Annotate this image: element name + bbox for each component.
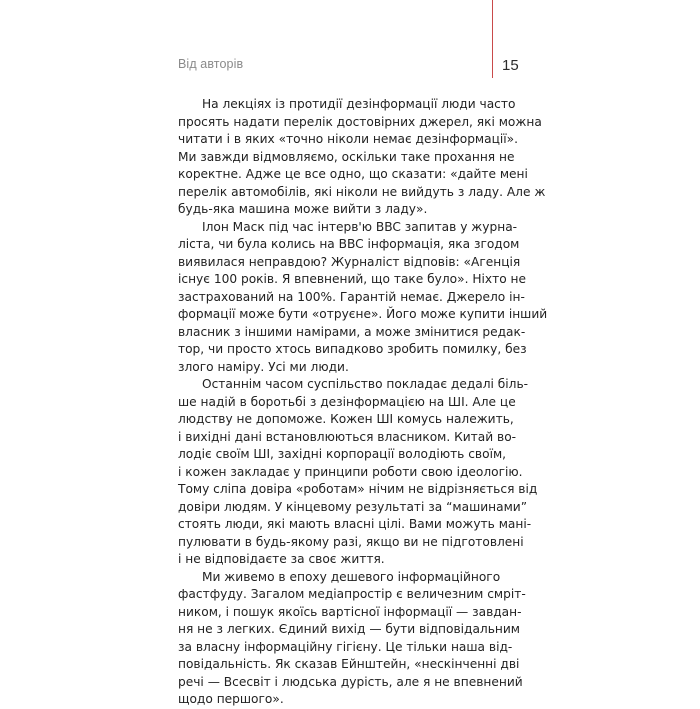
text-line: існує 100 років. Я впевнений, що таке було». Ніхто не	[178, 272, 526, 286]
text-line: щодо першого».	[178, 692, 284, 706]
text-line: будь-яка машина може вийти з ладу».	[178, 202, 428, 216]
running-head: Від авторів	[178, 57, 244, 71]
paragraph	[178, 96, 546, 219]
page-number: 15	[502, 57, 519, 74]
text-line: Ілон Маск під час інтерв'ю BBC запитав у журна-	[202, 219, 518, 234]
text-line: за власну інформаційну гігієну. Це тільки наша від-	[178, 639, 513, 654]
text-line: застрахований на 100%. Гарантій немає. Джерело ін-	[178, 289, 525, 304]
text-line: речі — Всесвіт і людська дурість, але я не впевнений	[178, 674, 523, 689]
paragraph	[178, 569, 526, 709]
text-line: тор, чи просто хтось випадково зробить помилку, без	[178, 342, 527, 356]
text-line: власник з іншими намірами, а може змінитися редак-	[178, 324, 526, 339]
text-line: формації може бути «отруєне». Його може купити інший	[178, 307, 548, 321]
text-line: пулювати в будь-якому разі, якщо ви не підготовлені	[178, 534, 524, 549]
text-line: Ми живемо в епоху дешевого інформаційного	[202, 569, 501, 584]
text-line: ником, і пошук якоїсь вартісної інформації — завдан-	[178, 604, 522, 619]
text-line: і вихідні дані встановлюються власником. Китай во-	[178, 429, 517, 444]
body-text	[178, 96, 548, 709]
text-line: На лекціях із протидії дезінформації люди часто	[202, 97, 516, 111]
text-line: і кожен закладає у принципи роботи свою ідеологію.	[178, 464, 523, 479]
text-line: перелік автомобілів, які ніколи не вийдуть з ладу. Але ж	[178, 184, 546, 199]
text-line: просять надати перелік достовірних джерел, які можна	[178, 114, 542, 129]
text-line: стоять люди, які мають власні цілі. Вами можуть мані-	[178, 517, 532, 531]
text-line: Тому сліпа довіра «роботам» нічим не відрізняється від	[178, 482, 538, 496]
text-line: Останнім часом суспільство покладає дедалі біль-	[202, 377, 529, 391]
text-line: Ми завжди відмовляємо, оскільки таке прохання не	[178, 149, 515, 164]
text-line: коректне. Адже це все одно, що сказати: «дайте мені	[178, 167, 528, 181]
text-line: фастфуду. Загалом медіапростір є величезним смріт-	[178, 587, 526, 601]
margin-rule	[492, 0, 493, 78]
text-line: повідальність. Як сказав Ейнштейн, «нескінченні дві	[178, 657, 520, 671]
text-line: ше надій в боротьбі з дезінформацією на ШІ. Але це	[178, 394, 516, 409]
text-line: виявилася неправдою? Журналіст відповів: «Агенція	[178, 254, 521, 269]
text-line: читати і в яких «точно ніколи немає дезінформації».	[178, 132, 518, 146]
text-line: ліста, чи була колись на BBC інформація, яка згодом	[178, 237, 520, 251]
text-line: лодіє своїм ШІ, західні корпорації володіють своїм,	[178, 447, 507, 461]
text-line: людству не допоможе. Кожен ШІ комусь належить,	[178, 412, 514, 426]
text-line: і не відповідаєте за своє життя.	[178, 552, 385, 566]
text-line: злого наміру. Усі ми люди.	[178, 359, 349, 374]
paragraph	[178, 376, 538, 569]
text-line: ня не з легких. Єдиний вихід — бути відповідальним	[178, 622, 520, 636]
text-line: довіри людям. У кінцевому результаті за “машинами”	[178, 499, 528, 514]
paragraph	[178, 219, 548, 377]
